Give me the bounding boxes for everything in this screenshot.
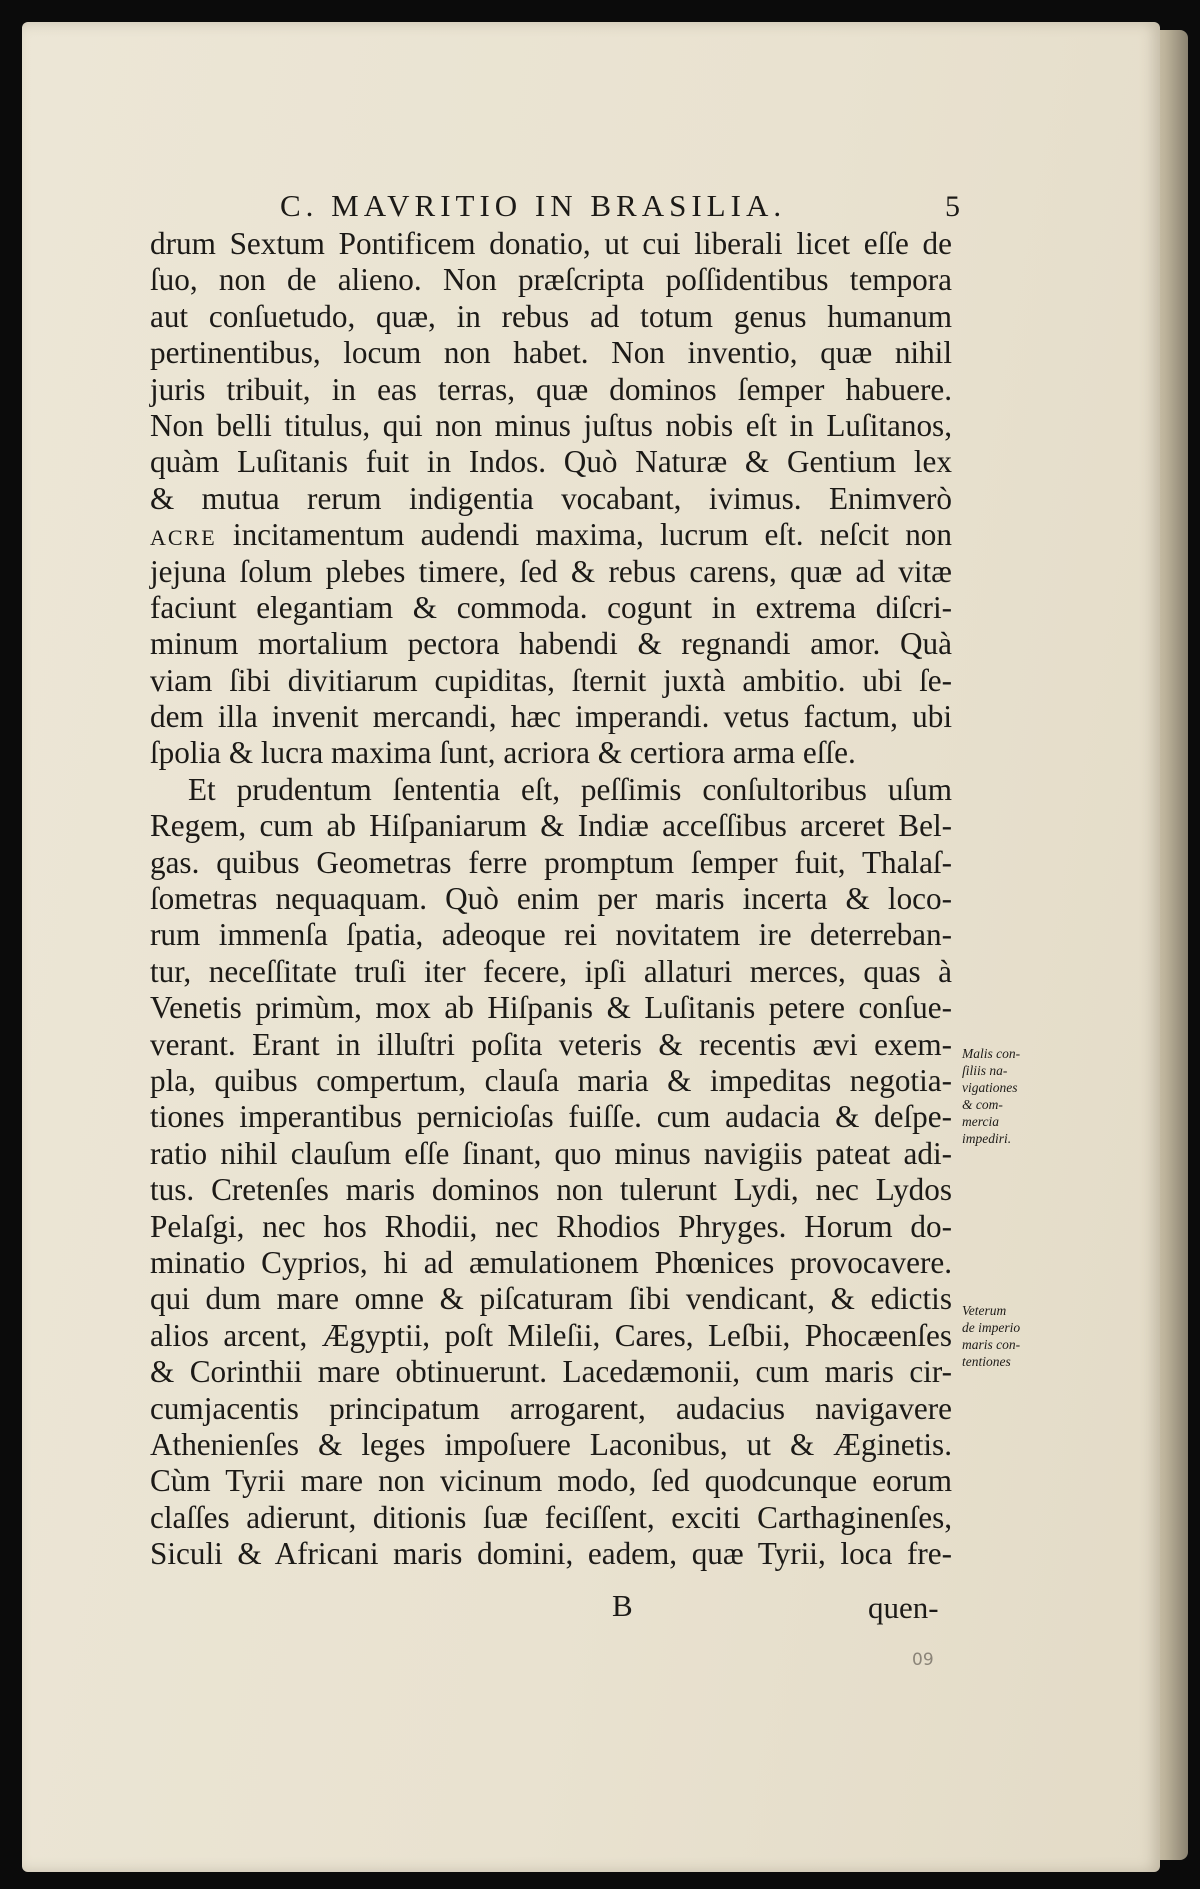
small-caps-word: ACRE bbox=[150, 525, 217, 551]
text-line: pla, quibus compertum, clauſa maria & impeditas negotia- bbox=[150, 1062, 952, 1098]
text-line: Siculi & Africani maris domini, eadem, quæ Tyrii, loca fre- bbox=[150, 1536, 952, 1572]
running-head bbox=[150, 188, 960, 228]
text-line: tiones imperantibus pernicioſas fuiſſe. cum audacia & deſpe- bbox=[150, 1099, 952, 1135]
text-line: qui dum mare omne & piſcaturam ſibi vendicant, & edictis bbox=[150, 1281, 952, 1317]
text-line: Athenienſes & leges impoſuere Laconibus, ut & Æginetis. bbox=[150, 1426, 952, 1462]
margin-note-line: de imperio bbox=[962, 1320, 1021, 1335]
text-line: rum immenſa ſpatia, adeoque rei novitatem ire deterreban- bbox=[150, 917, 952, 953]
text-line: Non belli titulus, qui non minus juſtus nobis eſt in Luſitanos, bbox=[150, 407, 952, 443]
text-line: claſſes adierunt, ditionis ſuæ feciſſent, exciti Carthaginenſes, bbox=[150, 1499, 952, 1535]
text-line: Regem, cum ab Hiſpaniarum & Indiæ acceſſibus arceret Bel- bbox=[150, 808, 952, 844]
catchword: quen- bbox=[868, 1590, 939, 1625]
pencil-number: 09 bbox=[912, 1650, 934, 1670]
text-line: dem illa invenit mercandi, hæc imperandi. vetus factum, ubi bbox=[150, 699, 952, 735]
text-line: ſuo, non de alieno. Non præſcripta poſſidentibus tempora bbox=[150, 262, 952, 298]
page-number: 5 bbox=[945, 190, 960, 223]
margin-note-line: mercia bbox=[962, 1114, 999, 1129]
margin-note-line: maris con- bbox=[962, 1337, 1021, 1352]
text-line: viam ſibi divitiarum cupiditas, ſternit juxtà ambitio. ubi ſe- bbox=[150, 662, 952, 698]
text-line: Cùm Tyrii mare non vicinum modo, ſed quodcunque eorum bbox=[150, 1463, 952, 1499]
margin-note-line: tentiones bbox=[962, 1354, 1011, 1369]
text-line: Venetis primùm, mox ab Hiſpanis & Luſitanis petere conſue- bbox=[150, 990, 952, 1026]
text-line: pertinentibus, locum non habet. Non inventio, quæ nihil bbox=[150, 335, 952, 371]
text-line: drum Sextum Pontificem donatio, ut cui liberali licet eſſe de bbox=[150, 226, 952, 261]
text-line: cumjacentis principatum arrogarent, audacius navigavere bbox=[150, 1390, 952, 1426]
body-text bbox=[150, 226, 952, 1572]
text-line: ſometras nequaquam. Quò enim per maris incerta & loco- bbox=[150, 881, 952, 917]
text-line: jejuna ſolum plebes timere, ſed & rebus carens, quæ ad vitæ bbox=[150, 553, 952, 589]
text-line: aut conſuetudo, quæ, in rebus ad totum genus humanum bbox=[150, 298, 952, 334]
text-line: minatio Cyprios, hi ad æmulationem Phœnices provocavere. bbox=[150, 1244, 952, 1280]
margin-note-line: ſiliis na- bbox=[962, 1063, 1008, 1078]
text-line: verant. Erant in illuſtri poſita veteris & recentis ævi exem- bbox=[150, 1026, 952, 1062]
text-line: minum mortalium pectora habendi & regnandi amor. Quà bbox=[150, 626, 952, 662]
margin-note-line: & com- bbox=[962, 1097, 1003, 1112]
text-line: gas. quibus Geometras ferre promptum ſemper fuit, Thalaſ- bbox=[150, 844, 952, 880]
text-line: ratio nihil clauſum eſſe ſinant, quo minus navigiis pateat adi- bbox=[150, 1135, 952, 1171]
margin-note-line: Malis con- bbox=[962, 1046, 1021, 1061]
text-line: Pelaſgi, nec hos Rhodii, nec Rhodios Phryges. Horum do- bbox=[150, 1208, 952, 1244]
signature-mark: B bbox=[612, 1588, 633, 1623]
text-line: juris tribuit, in eas terras, quæ dominos ſemper habuere. bbox=[150, 371, 952, 407]
text-line: ſpolia & lucra maxima ſunt, acriora & certiora arma eſſe. bbox=[150, 735, 856, 771]
text-line: & Corinthii mare obtinuerunt. Lacedæmonii, cum maris cir- bbox=[150, 1354, 952, 1390]
text-line: tus. Cretenſes maris dominos non tulerunt Lydi, nec Lydos bbox=[150, 1172, 952, 1208]
text-line: Et prudentum ſententia eſt, peſſimis conſultoribus uſum bbox=[188, 771, 952, 807]
running-head-title: C. MAVRITIO IN BRASILIA. bbox=[280, 188, 787, 223]
margin-note-2 bbox=[962, 1302, 1037, 1370]
text-line: quàm Luſitanis fuit in Indos. Quò Naturæ & Gentium lex bbox=[150, 444, 952, 480]
text-line: alios arcent, Ægyptii, poſt Mileſii, Cares, Leſbii, Phocæenſes bbox=[150, 1317, 952, 1353]
margin-note-1 bbox=[962, 1045, 1037, 1147]
text-line-acre bbox=[150, 517, 952, 553]
text-line-rest: incitamentum audendi maxima, lucrum eſt. neſcit non bbox=[232, 517, 952, 553]
margin-note-line: Veterum bbox=[962, 1303, 1007, 1318]
margin-note-line: vigationes bbox=[962, 1080, 1018, 1095]
text-line: tur, neceſſitate truſi iter fecere, ipſi allaturi merces, quas à bbox=[150, 953, 952, 989]
text-line: faciunt elegantiam & commoda. cogunt in extrema diſcri- bbox=[150, 589, 952, 625]
margin-note-line: impediri. bbox=[962, 1131, 1012, 1146]
text-line: & mutua rerum indigentia vocabant, ivimus. Enimverò bbox=[150, 480, 952, 516]
